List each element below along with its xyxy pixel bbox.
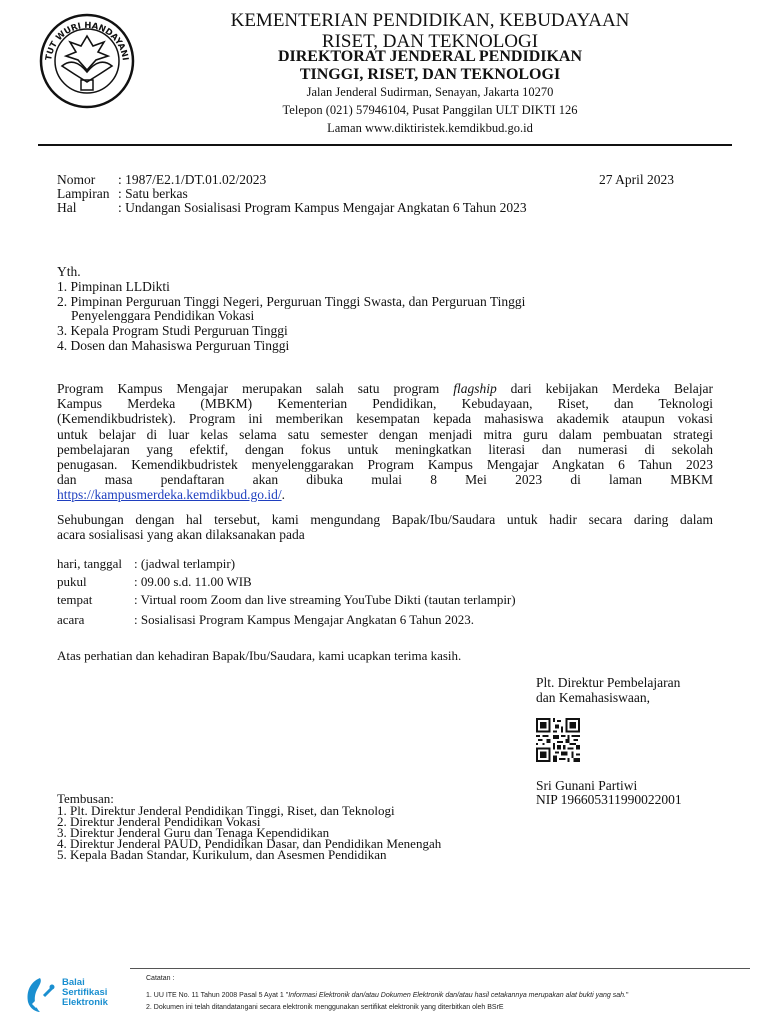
text-run: . xyxy=(281,487,285,503)
lampiran-value: : Satu berkas xyxy=(118,186,188,201)
text-run: " xyxy=(625,992,629,999)
paragraph-line: (Kemendikbudristek). Program ini memberikan kesempatan kepada mahasiswa akademik ataupun vokasi xyxy=(57,411,713,427)
letter-date: 27 April 2023 xyxy=(599,172,675,187)
agenda-key: tempat xyxy=(57,592,93,607)
svg-text:TUT WURI HANDAYANI: TUT WURI HANDAYANI xyxy=(44,20,130,62)
text-run: Program Kampus Mengajar merupakan salah satu program xyxy=(57,381,454,396)
agenda-value: : Sosialisasi Program Kampus Mengajar Angkatan 6 Tahun 2023. xyxy=(134,612,475,627)
paragraph-line: pembelajaran yang efektif, dengan fokus untuk meningkatkan literasi dan numerasi di sekolah xyxy=(57,441,713,457)
footer-divider xyxy=(130,968,750,969)
paragraph-line: Kampus Merdeka (MBKM) Kementerian Pendidikan, Kebudayaan, Riset, dan Teknologi xyxy=(57,396,713,412)
tut-wuri-handayani-logo xyxy=(38,12,136,110)
nomor-value: : 1987/E2.1/DT.01.02/2023 xyxy=(118,172,267,187)
kampus-merdeka-link[interactable]: https://kampusmerdeka.kemdikbud.go.id/ xyxy=(57,487,282,503)
tembusan-label: Tembusan: xyxy=(57,791,114,806)
tembusan-item: 3. Direktur Jenderal Guru dan Tenaga Kependidikan xyxy=(57,825,330,840)
nomor-label: Nomor xyxy=(57,172,96,187)
bsre-wordmark xyxy=(62,978,108,1008)
tembusan-item: 4. Direktur Jenderal PAUD, Pendidikan Dasar, dan Pendidikan Menengah xyxy=(57,836,442,851)
agenda-key: acara xyxy=(57,612,85,627)
catatan-label: Catatan : xyxy=(146,975,175,982)
note-emphasis: Informasi Elektronik dan/atau Dokumen Elektronik dan/atau hasil cetakannya merupakan alat bukti yang sah. xyxy=(288,992,626,999)
signatory-nip: NIP 196605311990022001 xyxy=(536,792,682,807)
recipient-item: 4. Dosen dan Mahasiswa Perguruan Tinggi xyxy=(57,338,290,353)
ministry-line-2: RISET, DAN TEKNOLOGI xyxy=(321,31,539,52)
agenda-key: pukul xyxy=(57,574,87,589)
bsre-word: Sertifikasi xyxy=(62,987,108,998)
recipient-item: 2. Pimpinan Perguruan Tinggi Negeri, Perguruan Tinggi Swasta, dan Perguruan Tinggi xyxy=(57,294,526,309)
paragraph-line: penugasan. Kemendikbudristek menyelenggarakan Program Kampus Mengajar Angkatan 6 Tahun 2023 xyxy=(57,457,713,472)
website: Laman www.diktiristek.kemdikbud.go.id xyxy=(327,121,533,135)
directorate-name xyxy=(170,48,690,84)
footer-note-2: 2. Dokumen ini telah ditandatangani secara elektronik menggunakan sertifikat elektronik yang diterbitkan oleh BSrE xyxy=(146,1004,504,1011)
qr-code-icon xyxy=(536,718,580,762)
text-run: 1. UU ITE No. 11 Tahun 2008 Pasal 5 Ayat 1 " xyxy=(146,992,289,999)
salutation: Yth. xyxy=(57,264,81,279)
tembusan-item: 5. Kepala Badan Standar, Kurikulum, dan Asesmen Pendidikan xyxy=(57,847,387,862)
signatory-title-1: Plt. Direktur Pembelajaran xyxy=(536,675,681,690)
text-run: dari kebijakan Merdeka Belajar xyxy=(496,381,713,396)
paragraph-line: untuk belajar di luar kelas selama satu semester dengan menjadi mitra guru dalam pembuatan strategi xyxy=(57,426,713,442)
phone: Telepon (021) 57946104, Pusat Panggilan ULT DIKTI 126 xyxy=(282,103,578,117)
lampiran-label: Lampiran xyxy=(57,186,110,201)
hal-label: Hal xyxy=(57,200,77,215)
footer-note-1 xyxy=(146,992,628,999)
closing-text: Atas perhatian dan kehadiran Bapak/Ibu/Saudara, kami ucapkan terima kasih. xyxy=(57,648,462,663)
ministry-name xyxy=(170,10,690,52)
paragraph-2-line: Sehubungan dengan hal tersebut, kami mengundang Bapak/Ibu/Saudara untuk hadir secara daring dalam xyxy=(57,512,713,527)
bsre-word: Balai xyxy=(62,977,85,988)
bsre-logo-icon xyxy=(22,976,58,1014)
agenda-key: hari, tanggal xyxy=(57,556,122,571)
paragraph-line: dan masa pendaftaran akan dibuka mulai 8 Mei 2023 di laman MBKM xyxy=(57,472,713,488)
signatory-name: Sri Gunani Partiwi xyxy=(536,778,638,793)
directorate-line-2: TINGGI, RISET, DAN TEKNOLOGI xyxy=(299,66,561,83)
tembusan-item: 2. Direktur Jenderal Pendidikan Vokasi xyxy=(57,814,261,829)
recipient-item-continued: Penyelenggara Pendidikan Vokasi xyxy=(71,308,255,323)
recipient-item: 3. Kepala Program Studi Perguruan Tinggi xyxy=(57,323,288,338)
signatory-title-2: dan Kemahasiswaan, xyxy=(536,690,650,705)
ministry-line-1: KEMENTERIAN PENDIDIKAN, KEBUDAYAAN xyxy=(230,10,630,31)
contact-info xyxy=(170,83,690,137)
agenda-value: : Virtual room Zoom dan live streaming YouTube Dikti (tautan terlampir) xyxy=(134,592,516,607)
hal-value: : Undangan Sosialisasi Program Kampus Mengajar Angkatan 6 Tahun 2023 xyxy=(118,200,527,215)
recipient-item: 1. Pimpinan LLDikti xyxy=(57,279,170,294)
paragraph-2-line: acara sosialisasi yang akan dilaksanakan pada xyxy=(57,527,305,542)
directorate-line-1: DIREKTORAT JENDERAL PENDIDIKAN xyxy=(277,48,583,65)
address: Jalan Jenderal Sudirman, Senayan, Jakarta 10270 xyxy=(306,85,554,99)
agenda-value: : (jadwal terlampir) xyxy=(134,556,236,571)
agenda-value: : 09.00 s.d. 11.00 WIB xyxy=(134,574,252,589)
tembusan-item: 1. Plt. Direktur Jenderal Pendidikan Tinggi, Riset, dan Teknologi xyxy=(57,803,395,818)
bsre-word: Elektronik xyxy=(62,997,108,1008)
letterhead-divider xyxy=(38,144,732,146)
flagship-emphasis: flagship xyxy=(453,381,497,396)
